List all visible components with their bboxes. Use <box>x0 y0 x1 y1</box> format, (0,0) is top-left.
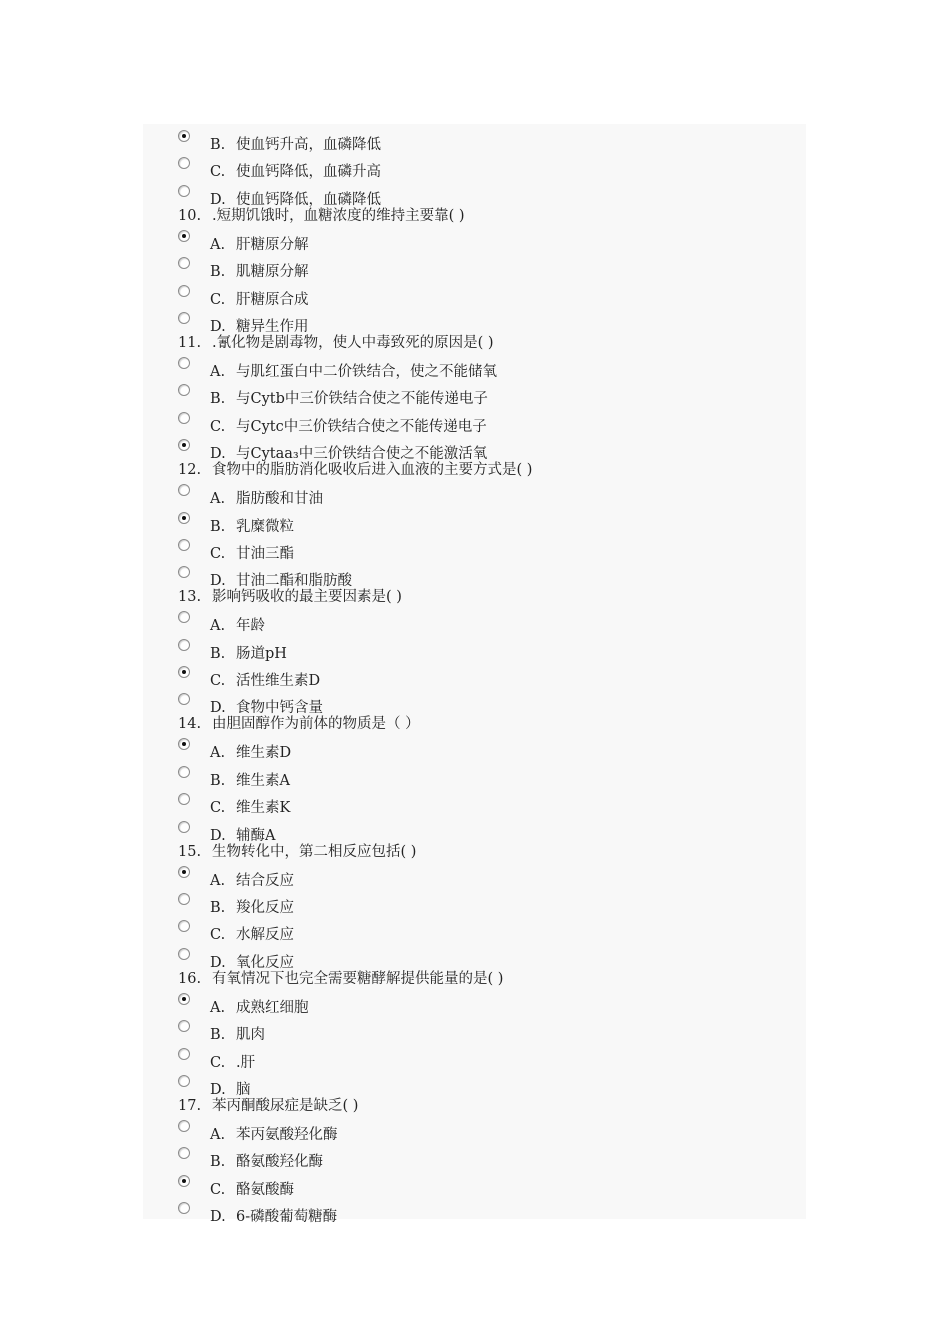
question-number: 15. <box>178 843 202 860</box>
answer-option[interactable] <box>178 662 778 689</box>
option-text: 使血钙升高，血磷降低 <box>236 137 381 153</box>
answer-option[interactable] <box>178 181 778 207</box>
option-text: 结合反应 <box>236 872 294 889</box>
radio-unchecked-icon[interactable] <box>178 484 190 496</box>
question-heading <box>178 715 778 734</box>
option-text: 维生素A <box>236 772 290 789</box>
radio-unchecked-icon[interactable] <box>178 357 190 369</box>
answer-option[interactable] <box>178 408 778 435</box>
option-text: 维生素K <box>236 800 291 817</box>
option-text: 肝糖原合成 <box>236 291 309 308</box>
answer-option[interactable] <box>178 1116 778 1143</box>
option-text: 羧化反应 <box>236 900 294 917</box>
radio-unchecked-icon[interactable] <box>178 157 190 169</box>
radio-unchecked-icon[interactable] <box>178 893 190 905</box>
question-number: 12. <box>178 462 202 479</box>
option-text: 年龄 <box>236 618 265 635</box>
option-letter: A. <box>210 745 226 762</box>
option-text: 酪氨酸羟化酶 <box>236 1154 323 1171</box>
option-text: 肝糖原分解 <box>236 236 309 253</box>
question-text: 生物转化中，第二相反应包括( ) <box>212 843 417 860</box>
option-text: 氧化反应 <box>236 954 294 971</box>
option-text: 脂肪酸和甘油 <box>236 491 323 508</box>
answer-option[interactable] <box>178 435 778 461</box>
question-heading <box>178 588 778 607</box>
question-heading <box>178 843 778 862</box>
option-letter: A. <box>210 363 226 380</box>
question-number: 16. <box>178 970 202 987</box>
question-text: .短期饥饿时，血糖浓度的维持主要靠( ) <box>212 207 465 224</box>
radio-unchecked-icon[interactable] <box>178 766 190 778</box>
radio-unchecked-icon[interactable] <box>178 285 190 297</box>
option-text: 与Cytaa₃中三价铁结合使之不能激活氧 <box>236 446 488 463</box>
answer-option[interactable] <box>178 380 778 407</box>
question-heading <box>178 1097 778 1116</box>
question-text: 苯丙酮酸尿症是缺乏( ) <box>212 1097 359 1114</box>
answer-option[interactable] <box>178 607 778 634</box>
option-text: 活性维生素D <box>236 673 321 690</box>
question-heading <box>178 970 778 989</box>
answer-option[interactable] <box>178 762 778 789</box>
option-letter: C. <box>210 1181 226 1198</box>
radio-unchecked-icon[interactable] <box>178 539 190 551</box>
answer-option[interactable] <box>178 689 778 715</box>
option-text: .肝 <box>236 1054 256 1071</box>
answer-option[interactable] <box>178 480 778 507</box>
option-letter: C. <box>210 673 226 690</box>
option-text: 酪氨酸酶 <box>236 1181 294 1198</box>
answer-option[interactable] <box>178 226 778 253</box>
answer-option[interactable] <box>178 1171 778 1198</box>
answer-option[interactable] <box>178 1044 778 1071</box>
option-letter: B. <box>210 518 226 535</box>
option-letter: B. <box>210 1154 226 1171</box>
option-text: 肌肉 <box>236 1027 265 1044</box>
option-letter: C. <box>210 1054 226 1071</box>
radio-checked-icon[interactable] <box>178 666 190 678</box>
option-text: 与肌红蛋白中二价铁结合，使之不能储氧 <box>236 363 497 380</box>
option-letter: D. <box>210 827 226 844</box>
radio-unchecked-icon[interactable] <box>178 312 190 324</box>
option-letter: B. <box>210 645 226 662</box>
option-text: 成熟红细胞 <box>236 999 309 1016</box>
answer-option[interactable] <box>178 1143 778 1170</box>
option-letter: B. <box>210 137 226 153</box>
radio-unchecked-icon[interactable] <box>178 1120 190 1132</box>
radio-unchecked-icon[interactable] <box>178 1075 190 1087</box>
option-letter: D. <box>210 318 226 335</box>
answer-option[interactable] <box>178 916 778 943</box>
radio-unchecked-icon[interactable] <box>178 948 190 960</box>
question-heading <box>178 461 778 480</box>
option-letter: D. <box>210 573 226 590</box>
radio-checked-icon[interactable] <box>178 1175 190 1187</box>
option-letter: A. <box>210 999 226 1016</box>
radio-checked-icon[interactable] <box>178 130 190 142</box>
option-text: 辅酶A <box>236 827 276 844</box>
radio-unchecked-icon[interactable] <box>178 1147 190 1159</box>
option-text: 糖异生作用 <box>236 318 309 335</box>
radio-unchecked-icon[interactable] <box>178 257 190 269</box>
radio-unchecked-icon[interactable] <box>178 920 190 932</box>
option-text: 使血钙降低，血磷降低 <box>236 191 381 208</box>
answer-option[interactable] <box>178 635 778 662</box>
radio-unchecked-icon[interactable] <box>178 639 190 651</box>
answer-option[interactable] <box>178 253 778 280</box>
option-letter: C. <box>210 545 226 562</box>
option-text: 脑 <box>236 1081 251 1098</box>
option-letter: A. <box>210 1126 226 1143</box>
radio-checked-icon[interactable] <box>178 439 190 451</box>
answer-option[interactable] <box>178 308 778 334</box>
option-letter: B. <box>210 772 226 789</box>
answer-option[interactable] <box>178 817 778 843</box>
question-text: 食物中的脂肪消化吸收后进入血液的主要方式是( ) <box>212 462 533 479</box>
option-text: 6-磷酸葡萄糖酶 <box>236 1209 338 1226</box>
option-letter: A. <box>210 618 226 635</box>
answer-option[interactable] <box>178 353 778 380</box>
answer-option[interactable] <box>178 734 778 761</box>
option-letter: D. <box>210 954 226 971</box>
question-number: 10. <box>178 207 202 224</box>
question-text: 影响钙吸收的最主要因素是( ) <box>212 589 402 606</box>
radio-unchecked-icon[interactable] <box>178 566 190 578</box>
option-letter: A. <box>210 236 226 253</box>
question-text: 有氧情况下也完全需要糖酵解提供能量的是( ) <box>212 970 504 987</box>
option-letter: C. <box>210 418 226 435</box>
radio-unchecked-icon[interactable] <box>178 693 190 705</box>
option-text: 肌糖原分解 <box>236 264 309 281</box>
question-text: .氰化物是剧毒物，使人中毒致死的原因是( ) <box>212 334 494 351</box>
question-number: 13. <box>178 589 202 606</box>
answer-option[interactable] <box>178 862 778 889</box>
answer-option[interactable] <box>178 535 778 562</box>
question-heading <box>178 334 778 353</box>
option-text: 苯丙氨酸羟化酶 <box>236 1126 338 1143</box>
answer-option[interactable] <box>178 1071 778 1097</box>
radio-unchecked-icon[interactable] <box>178 412 190 424</box>
answer-option[interactable] <box>178 508 778 535</box>
option-text: 甘油二酯和脂肪酸 <box>236 573 352 590</box>
option-letter: D. <box>210 700 226 717</box>
answer-option[interactable] <box>178 153 778 180</box>
option-text: 水解反应 <box>236 927 294 944</box>
option-letter: D. <box>210 1209 226 1226</box>
option-text: 维生素D <box>236 745 292 762</box>
option-text: 使血钙降低，血磷升高 <box>236 164 381 181</box>
option-text: 与Cytb中三价铁结合使之不能传递电子 <box>236 391 488 408</box>
radio-unchecked-icon[interactable] <box>178 384 190 396</box>
radio-checked-icon[interactable] <box>178 993 190 1005</box>
question-number: 14. <box>178 716 202 733</box>
option-text: 乳糜微粒 <box>236 518 294 535</box>
answer-option[interactable] <box>178 281 778 308</box>
question-text: 由胆固醇作为前体的物质是（ ） <box>212 716 420 733</box>
answer-option[interactable] <box>178 126 778 153</box>
option-letter: B. <box>210 1027 226 1044</box>
radio-unchecked-icon[interactable] <box>178 793 190 805</box>
answer-option[interactable] <box>178 789 778 816</box>
radio-unchecked-icon[interactable] <box>178 1020 190 1032</box>
option-letter: A. <box>210 491 226 508</box>
answer-option[interactable] <box>178 889 778 916</box>
radio-checked-icon[interactable] <box>178 512 190 524</box>
option-text: 食物中钙含量 <box>236 700 323 717</box>
option-letter: B. <box>210 391 226 408</box>
option-text: 肠道pH <box>236 645 287 662</box>
option-letter: A. <box>210 872 226 889</box>
option-letter: C. <box>210 164 226 181</box>
answer-option[interactable] <box>178 1016 778 1043</box>
option-text: 与Cytc中三价铁结合使之不能传递电子 <box>236 418 487 435</box>
radio-unchecked-icon[interactable] <box>178 185 190 197</box>
option-letter: D. <box>210 191 226 208</box>
quiz-list <box>178 126 778 1224</box>
question-number: 17. <box>178 1097 202 1114</box>
answer-option[interactable] <box>178 1198 778 1224</box>
answer-option[interactable] <box>178 562 778 588</box>
question-heading <box>178 207 778 226</box>
radio-checked-icon[interactable] <box>178 866 190 878</box>
question-number: 11. <box>178 334 202 351</box>
radio-checked-icon[interactable] <box>178 738 190 750</box>
radio-unchecked-icon[interactable] <box>178 1202 190 1214</box>
option-letter: C. <box>210 927 226 944</box>
radio-unchecked-icon[interactable] <box>178 611 190 623</box>
option-letter: C. <box>210 291 226 308</box>
option-letter: B. <box>210 264 226 281</box>
answer-option[interactable] <box>178 989 778 1016</box>
radio-unchecked-icon[interactable] <box>178 821 190 833</box>
option-letter: C. <box>210 800 226 817</box>
option-letter: D. <box>210 446 226 463</box>
radio-checked-icon[interactable] <box>178 230 190 242</box>
option-letter: B. <box>210 900 226 917</box>
radio-unchecked-icon[interactable] <box>178 1048 190 1060</box>
option-letter: D. <box>210 1081 226 1098</box>
option-text: 甘油三酯 <box>236 545 294 562</box>
answer-option[interactable] <box>178 944 778 970</box>
